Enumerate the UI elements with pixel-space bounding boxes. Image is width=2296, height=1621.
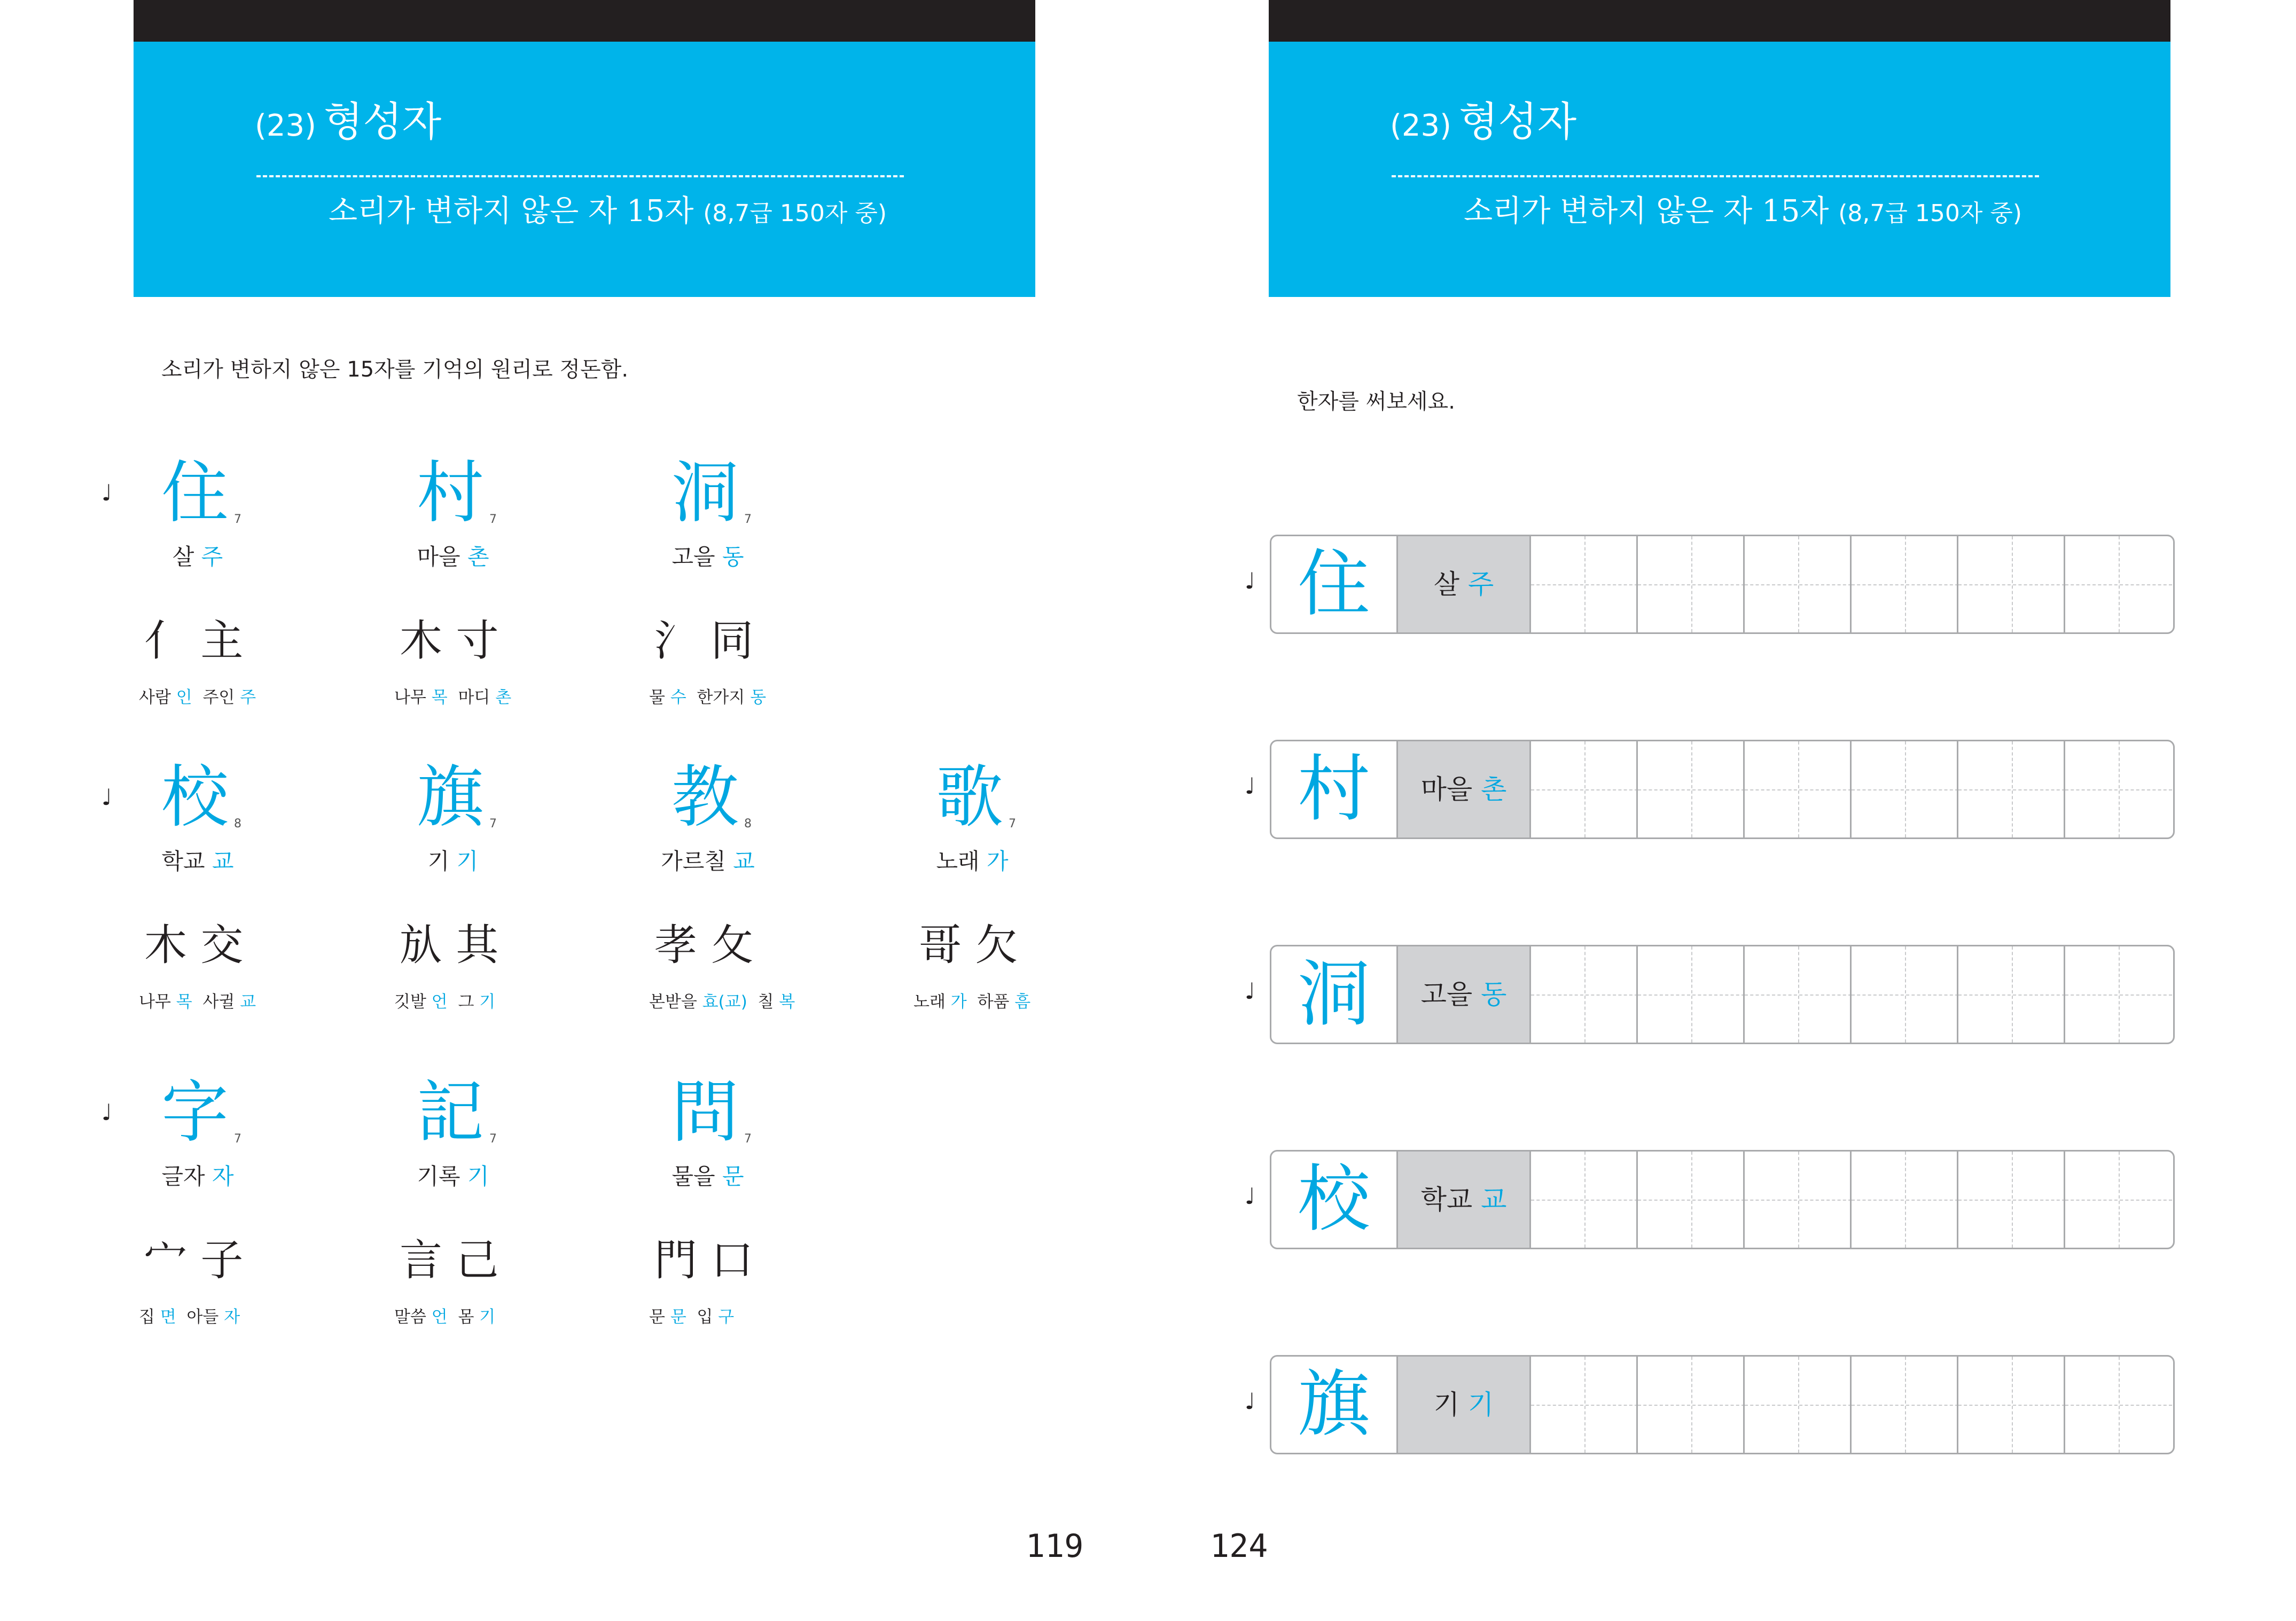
hanja-meaning	[661, 844, 755, 876]
component2-sound: 동	[750, 688, 767, 707]
bullet-note-icon: ♩	[1245, 773, 1255, 799]
component1-sound: 면	[160, 1307, 176, 1327]
practice-row	[1270, 535, 2175, 634]
meaning-text: 노래	[936, 848, 980, 874]
component2-sound: 촌	[495, 688, 512, 707]
stroke-count: 8	[744, 817, 752, 831]
stroke-count: 7	[234, 1132, 241, 1146]
writing-cell[interactable]	[1850, 536, 1957, 632]
practice-label	[1396, 946, 1531, 1043]
writing-cell[interactable]	[1529, 741, 1636, 837]
writing-cell[interactable]	[2064, 946, 2170, 1043]
hanja-meaning	[428, 844, 479, 876]
page-number-left: 119	[1026, 1528, 1084, 1565]
writing-cell[interactable]	[1850, 946, 1957, 1043]
header-dashed-rule	[256, 175, 904, 177]
component2-meaning: 칠	[757, 992, 774, 1012]
hanja-components: 㫃 其	[400, 920, 499, 970]
meaning-text: 고을	[671, 544, 715, 570]
hanja-components: 哥 欠	[919, 920, 1018, 970]
sound-text: 문	[722, 1163, 744, 1189]
writing-cell[interactable]	[1850, 1152, 1957, 1248]
writing-cell[interactable]	[1636, 1152, 1743, 1248]
component2-sound: 기	[479, 1307, 496, 1327]
component-meanings	[394, 1303, 495, 1327]
hanja-character: 記	[417, 1073, 484, 1152]
component1-meaning: 말씀	[394, 1307, 426, 1327]
cell-guide-horizontal	[1745, 584, 1852, 585]
hanja-components: 亻 主	[144, 616, 244, 665]
writing-cell[interactable]	[1636, 536, 1743, 632]
stroke-count: 7	[489, 817, 497, 831]
cell-guide-horizontal	[2065, 1200, 2172, 1201]
stroke-count: 7	[234, 513, 241, 526]
cell-guide-horizontal	[1531, 789, 1638, 790]
bullet-note-icon: ♩	[1245, 568, 1255, 594]
writing-cell[interactable]	[1957, 536, 2064, 632]
practice-hanja: 校	[1298, 1157, 1370, 1242]
hanja-meaning	[936, 844, 1008, 876]
component1-meaning: 노래	[913, 992, 946, 1012]
component2-meaning: 마디	[458, 688, 490, 707]
writing-cell[interactable]	[1529, 1152, 1636, 1248]
component1-meaning: 문	[649, 1307, 665, 1327]
sound-text: 주	[201, 544, 223, 570]
writing-cell[interactable]	[1957, 741, 2064, 837]
bullet-note-icon: ♩	[1245, 978, 1255, 1004]
hanja-character: 問	[671, 1073, 739, 1152]
component-meanings	[649, 1303, 734, 1327]
stroke-count: 7	[1009, 817, 1016, 831]
practice-sound: 교	[1481, 1184, 1507, 1215]
right-intro-text: 한자를 써보세요.	[1297, 389, 1455, 414]
meaning-text: 마을	[417, 544, 460, 570]
component1-sound: 목	[431, 688, 448, 707]
writing-cell[interactable]	[1850, 741, 1957, 837]
meaning-text: 글자	[161, 1163, 205, 1189]
cell-guide-horizontal	[1852, 994, 1958, 996]
hanja-components: 木 交	[144, 920, 244, 970]
component-meanings	[139, 684, 256, 708]
hanja-components: 門 口	[654, 1235, 754, 1285]
hanja-meaning	[671, 539, 744, 571]
hanja-character: 教	[671, 758, 739, 836]
writing-cell[interactable]	[2064, 741, 2170, 837]
practice-meaning: 학교	[1420, 1184, 1473, 1215]
writing-cells	[1529, 1357, 2173, 1453]
writing-cells	[1529, 946, 2173, 1043]
hanja-meaning	[161, 1159, 233, 1191]
cell-guide-horizontal	[1852, 584, 1958, 585]
stroke-count: 7	[744, 1132, 752, 1146]
cell-guide-horizontal	[1745, 1200, 1852, 1201]
cell-guide-horizontal	[1638, 584, 1745, 585]
cell-guide-horizontal	[1638, 789, 1745, 790]
writing-cells	[1529, 1152, 2173, 1248]
bullet-note-icon: ♩	[101, 480, 112, 506]
practice-row	[1270, 1355, 2175, 1454]
meaning-text: 기록	[417, 1163, 460, 1189]
header-subtitle: 소리가 변하지 않은 자 15자 (8,7급 150자 중)	[1464, 194, 2022, 229]
component2-meaning: 그	[458, 992, 474, 1012]
writing-cell[interactable]	[1743, 1357, 1850, 1453]
component-meanings	[649, 988, 795, 1012]
header-dashed-rule	[1392, 175, 2039, 177]
bullet-note-icon: ♩	[1245, 1388, 1255, 1414]
hanja-character: 校	[161, 758, 229, 836]
hanja-meaning	[417, 539, 489, 571]
cell-guide-horizontal	[1745, 1405, 1852, 1406]
component-meanings	[649, 684, 766, 708]
writing-cell[interactable]	[1636, 1357, 1743, 1453]
cell-guide-horizontal	[1638, 1200, 1745, 1201]
sound-text: 교	[212, 848, 234, 874]
component1-sound: 효(교)	[702, 992, 747, 1012]
practice-sound: 촌	[1481, 774, 1507, 805]
practice-hanja: 村	[1298, 747, 1370, 832]
cell-guide-horizontal	[1958, 584, 2065, 585]
header-black-bar	[134, 0, 1035, 42]
cell-guide-horizontal	[1531, 994, 1638, 996]
writing-cell[interactable]	[2064, 1357, 2170, 1453]
cell-guide-horizontal	[1638, 994, 1745, 996]
writing-cells	[1529, 536, 2173, 632]
cell-guide-horizontal	[1958, 1405, 2065, 1406]
component1-sound: 문	[670, 1307, 686, 1327]
practice-hanja: 洞	[1298, 952, 1370, 1037]
stroke-count: 7	[489, 1132, 497, 1146]
hanja-components: 言 己	[400, 1235, 499, 1285]
hanja-components: 氵 同	[654, 616, 754, 665]
hanja-meaning	[417, 1159, 489, 1191]
component-meanings	[394, 684, 511, 708]
component2-meaning: 사귈	[202, 992, 235, 1012]
writing-cell[interactable]	[1636, 741, 1743, 837]
writing-cell[interactable]	[1957, 946, 2064, 1043]
left-intro-text: 소리가 변하지 않은 15자를 기억의 원리로 정돈함.	[161, 357, 629, 382]
component2-meaning: 주인	[202, 688, 235, 707]
component1-meaning: 나무	[139, 992, 171, 1012]
component-meanings	[913, 988, 1030, 1012]
cell-guide-horizontal	[1852, 789, 1958, 790]
cell-guide-horizontal	[2065, 1405, 2172, 1406]
component2-sound: 구	[718, 1307, 735, 1327]
sound-text: 기	[456, 848, 479, 874]
component2-sound: 주	[240, 688, 256, 707]
component1-sound: 가	[950, 992, 967, 1012]
stroke-count: 7	[744, 513, 752, 526]
practice-sound: 기	[1467, 1389, 1494, 1420]
cell-guide-horizontal	[1852, 1200, 1958, 1201]
cell-guide-horizontal	[2065, 994, 2172, 996]
practice-label	[1396, 1152, 1531, 1248]
component1-meaning: 물	[649, 688, 665, 707]
meaning-text: 가르칠	[661, 848, 726, 874]
meaning-text: 물을	[671, 1163, 715, 1189]
component2-sound: 교	[240, 992, 256, 1012]
practice-hanja: 旗	[1298, 1362, 1370, 1447]
component1-meaning: 집	[139, 1307, 155, 1327]
writing-cell[interactable]	[1529, 536, 1636, 632]
practice-label	[1396, 536, 1531, 632]
component1-sound: 인	[176, 688, 192, 707]
component1-sound: 수	[670, 688, 686, 707]
component2-sound: 자	[224, 1307, 240, 1327]
bullet-note-icon: ♩	[101, 784, 112, 810]
component1-meaning: 사람	[139, 688, 171, 707]
writing-cell[interactable]	[2064, 1152, 2170, 1248]
header-black-bar	[1269, 0, 2170, 42]
component1-sound: 언	[431, 992, 448, 1012]
practice-meaning: 살	[1433, 569, 1460, 600]
meaning-text: 학교	[161, 848, 205, 874]
hanja-character: 旗	[417, 758, 484, 836]
cell-guide-horizontal	[1531, 1200, 1638, 1201]
header-title: (23) 형성자	[255, 98, 442, 145]
hanja-character: 歌	[936, 758, 1003, 836]
page-number-right: 124	[1210, 1528, 1268, 1565]
practice-hanja: 住	[1298, 542, 1370, 627]
practice-row	[1270, 1150, 2175, 1249]
sound-text: 가	[986, 848, 1009, 874]
writing-cell[interactable]	[1529, 1357, 1636, 1453]
practice-label	[1396, 741, 1531, 837]
writing-cell[interactable]	[1957, 1357, 2064, 1453]
writing-cell[interactable]	[1743, 536, 1850, 632]
right-page-header	[1269, 0, 2170, 297]
component1-meaning: 깃발	[394, 992, 426, 1012]
left-page-header	[134, 0, 1035, 297]
cell-guide-horizontal	[1745, 994, 1852, 996]
component2-sound: 기	[479, 992, 496, 1012]
practice-sound: 동	[1481, 979, 1507, 1010]
component-meanings	[139, 1303, 240, 1327]
practice-label	[1396, 1357, 1531, 1453]
hanja-meaning	[161, 844, 233, 876]
hanja-meaning	[671, 1159, 744, 1191]
bullet-note-icon: ♩	[1245, 1183, 1255, 1209]
hanja-components: 宀 子	[144, 1235, 244, 1285]
practice-meaning: 기	[1433, 1389, 1460, 1420]
sound-text: 촌	[467, 544, 489, 570]
component2-meaning: 아들	[186, 1307, 219, 1327]
hanja-components: 孝 攵	[654, 920, 754, 970]
header-subtitle: 소리가 변하지 않은 자 15자 (8,7급 150자 중)	[329, 194, 887, 229]
component2-sound: 복	[779, 992, 795, 1012]
hanja-meaning	[173, 539, 223, 571]
practice-meaning: 마을	[1420, 774, 1473, 805]
writing-cell[interactable]	[1529, 946, 1636, 1043]
component2-meaning: 몸	[458, 1307, 474, 1327]
cell-guide-horizontal	[1958, 789, 2065, 790]
hanja-character: 村	[417, 453, 484, 532]
component-meanings	[394, 988, 495, 1012]
sound-text: 기	[467, 1163, 489, 1189]
cell-guide-horizontal	[1958, 994, 2065, 996]
cell-guide-horizontal	[1638, 1405, 1745, 1406]
hanja-character: 字	[161, 1073, 229, 1152]
component2-sound: 흠	[1014, 992, 1031, 1012]
sound-text: 자	[212, 1163, 234, 1189]
meaning-text: 살	[172, 544, 194, 570]
sound-text: 교	[733, 848, 755, 874]
practice-row	[1270, 945, 2175, 1044]
meaning-text: 기	[427, 848, 450, 874]
writing-cell[interactable]	[1743, 1152, 1850, 1248]
header-title: (23) 형성자	[1390, 98, 1577, 145]
cell-guide-horizontal	[1852, 1405, 1958, 1406]
component-meanings	[139, 988, 256, 1012]
hanja-character: 洞	[671, 453, 739, 532]
writing-cells	[1529, 741, 2173, 837]
practice-meaning: 고을	[1420, 979, 1473, 1010]
writing-cell[interactable]	[1743, 741, 1850, 837]
stroke-count: 7	[489, 513, 497, 526]
component1-meaning: 나무	[394, 688, 426, 707]
writing-cell[interactable]	[1743, 946, 1850, 1043]
writing-cell[interactable]	[1850, 1357, 1957, 1453]
component2-meaning: 입	[697, 1307, 713, 1327]
writing-cell[interactable]	[1957, 1152, 2064, 1248]
component1-meaning: 본받을	[649, 992, 697, 1012]
hanja-components: 木 寸	[400, 616, 499, 665]
cell-guide-horizontal	[1531, 1405, 1638, 1406]
sound-text: 동	[722, 544, 744, 570]
stroke-count: 8	[234, 817, 241, 831]
hanja-character: 住	[161, 453, 229, 532]
bullet-note-icon: ♩	[101, 1099, 112, 1125]
cell-guide-horizontal	[1531, 584, 1638, 585]
component2-meaning: 하품	[977, 992, 1010, 1012]
practice-sound: 주	[1467, 569, 1494, 600]
practice-row	[1270, 740, 2175, 839]
component2-meaning: 한가지	[697, 688, 745, 707]
component1-sound: 언	[431, 1307, 448, 1327]
cell-guide-horizontal	[1958, 1200, 2065, 1201]
component1-sound: 목	[176, 992, 192, 1012]
cell-guide-horizontal	[2065, 789, 2172, 790]
cell-guide-horizontal	[2065, 584, 2172, 585]
writing-cell[interactable]	[2064, 536, 2170, 632]
writing-cell[interactable]	[1636, 946, 1743, 1043]
cell-guide-horizontal	[1745, 789, 1852, 790]
